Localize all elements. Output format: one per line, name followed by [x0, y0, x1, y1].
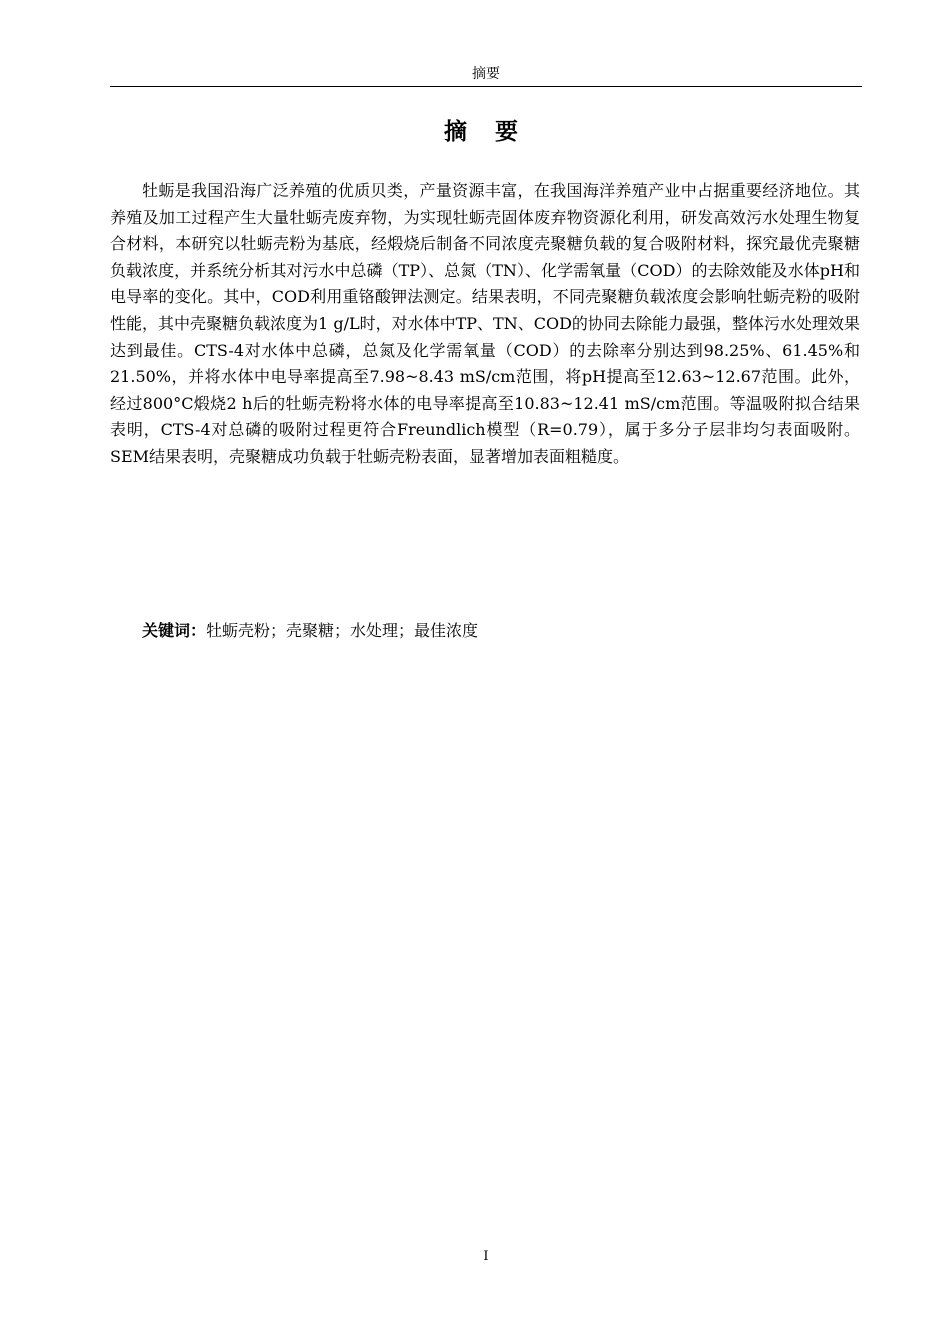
running-header: 摘要 — [472, 66, 500, 82]
page-title: 摘 要 — [443, 118, 528, 145]
keywords-line — [110, 618, 860, 644]
keywords-list: 牡蛎壳粉；壳聚糖；水处理；最佳浓度 — [206, 621, 479, 640]
page-number: I — [483, 1249, 489, 1264]
header-divider — [110, 86, 862, 87]
keywords-label: 关键词： — [142, 621, 207, 640]
abstract-paragraph: 牡蛎是我国沿海广泛养殖的优质贝类，产量资源丰富，在我国海洋养殖产业中占据重要经济地位。其养殖及加工过程产生大量牡蛎壳废弃物，为实现牡蛎壳固体废弃物资源化利用，研发高效污水处理生物复合材料，本研究以牡蛎壳粉为基底，经煅烧后制备不同浓度壳聚糖负载的复合吸附材料，探究最优壳聚糖负载浓度，并系统分析其对污水中总磷（TP）、总氮（TN）、化学需氧量（COD）的去除效能及水体pH和电导率的变化。其中，COD利用重铬酸钾法测定。结果表明，不同壳聚糖负载浓度会影响牡蛎壳粉的吸附性能，其中壳聚糖负载浓度为1 g/L时，对水体中TP、TN、COD的协同去除能力最强，整体污水处理效果达到最佳。CTS-4对水体中总磷，总氮及化学需氧量（COD）的去除率分别达到98.25%、61.45%和21.50%，并将水体中电导率提高至7.98~8.43 mS/cm范围，将pH提高至12.63~12.67范围。此外，经过800°C煅烧2 h后的牡蛎壳粉将水体的电导率提高至10.83~12.41 mS/cm范围。等温吸附拟合结果表明，CTS-4对总磷的吸附过程更符合Freundlich模型（R=0.79），属于多分子层非均匀表面吸附。SEM结果表明，壳聚糖成功负载于牡蛎壳粉表面，显著增加表面粗糙度。 — [110, 181, 860, 466]
